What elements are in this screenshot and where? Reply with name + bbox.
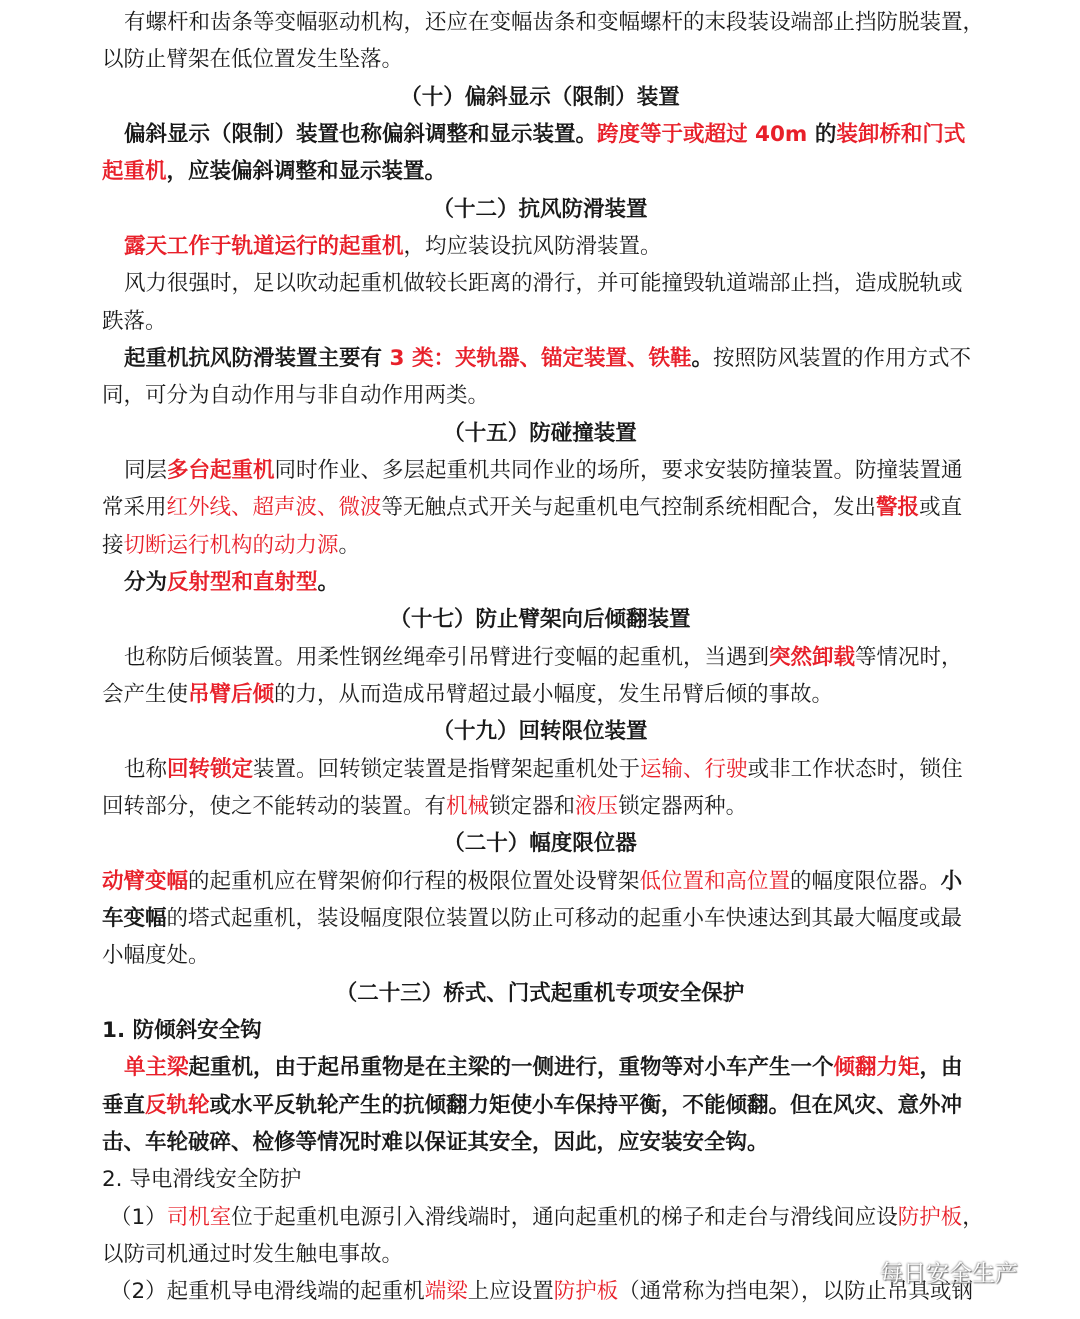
text-run: 的力，从而造成吊臂超过最小幅度，发生吊臂后倾的事故。 [274, 682, 834, 707]
text-run: 也称 [124, 757, 168, 782]
subsection-heading [102, 1161, 982, 1198]
highlight-run: 端梁 [424, 1279, 468, 1304]
section-heading [0, 825, 1080, 862]
text-run: ，应装偏斜调整和显示装置。 [166, 159, 447, 184]
text-run: 偏斜显示（限制）装置也称偏斜调整和显示装置。 [124, 122, 598, 147]
text-run: 分为 [124, 570, 168, 595]
body-line [124, 751, 1004, 788]
section-heading [0, 79, 1080, 116]
highlight-run: 突然卸载 [769, 645, 856, 670]
text-run: 也称防后倾装置。用柔性钢丝绳牵引吊臂进行变幅的起重机，当遇到 [124, 645, 770, 670]
body-line [102, 863, 982, 900]
body-line [102, 1124, 982, 1161]
highlight-run: 起重机 [102, 159, 167, 184]
body-line [110, 1199, 990, 1236]
highlight-run: 反射型和直射型 [167, 570, 318, 595]
wechat-icon [838, 1255, 872, 1294]
body-line [124, 1049, 1004, 1086]
text-run: 有螺杆和齿条等变幅驱动机构，还应在变幅齿条和变幅螺杆的末段装设端部止挡防脱装置， [124, 10, 985, 35]
text-run: 起重机，由于起吊重物是在主梁的一侧进行，重物等对小车产生一个 [188, 1055, 834, 1080]
text-run: 以防司机通过时发生触电事故。 [102, 1242, 404, 1267]
highlight-run: 装卸桥和门式 [836, 122, 966, 147]
highlight-run: 单主梁 [124, 1055, 189, 1080]
text-run: 同层 [124, 458, 168, 483]
heading-text: 1. 防倾斜安全钩 [102, 1018, 262, 1043]
text-run: ，均应装设抗风防滑装置。 [403, 234, 662, 259]
body-line [124, 228, 1004, 265]
body-line [102, 41, 982, 78]
highlight-run: 司机室 [166, 1205, 232, 1230]
section-heading [0, 415, 1080, 452]
text-run: 。 [691, 346, 713, 371]
text-run: （1） [110, 1205, 167, 1230]
highlight-run: 多台起重机 [167, 458, 275, 483]
text-run: 等无触点式开关与起重机电气控制系统相配合，发出 [381, 495, 877, 520]
section-heading [0, 713, 1080, 750]
highlight-run: 低位置和高位置 [639, 869, 791, 894]
text-run: ， [962, 1205, 984, 1230]
text-run: 同时作业、多层起重机共同作业的场所，要求安装防撞装置。防撞装置通 [274, 458, 963, 483]
highlight-run: 切断运行机构的动力源 [123, 533, 339, 558]
section-heading [0, 601, 1080, 638]
highlight-run: 警报 [876, 495, 920, 520]
text-run: 上应设置 [467, 1279, 554, 1304]
body-line [102, 937, 982, 974]
text-run: （2）起重机导电滑线端的起重机 [110, 1279, 425, 1304]
highlight-run: 防护板 [553, 1279, 619, 1304]
text-run: （通常称为挡电架），以防止吊具或钢 [618, 1279, 973, 1304]
highlight-run: 倾翻力矩 [833, 1055, 920, 1080]
text-run: 跌落。 [102, 309, 167, 334]
section-heading [0, 191, 1080, 228]
text-run: 锁定器两种。 [618, 794, 748, 819]
text-run: 垂直 [102, 1093, 146, 1118]
text-run: 锁定器和 [489, 794, 576, 819]
highlight-run: 露天工作于轨道运行的起重机 [124, 234, 404, 259]
text-run: 位于起重机电源引入滑线端时，通向起重机的梯子和走台与滑线间应设 [231, 1205, 898, 1230]
text-run: 以防止臂架在低位置发生坠落。 [102, 47, 404, 72]
heading-text: 2. 导电滑线安全防护 [102, 1167, 302, 1192]
text-run: 。 [338, 533, 361, 558]
text-run: 的幅度限位器。 [790, 869, 941, 894]
text-run: ，由 [919, 1055, 963, 1080]
body-line [102, 788, 982, 825]
highlight-run: 吊臂后倾 [188, 682, 275, 707]
body-line [124, 340, 1004, 377]
body-line [102, 676, 982, 713]
highlight-run: 回转锁定 [167, 757, 254, 782]
text-run: 或水平反轨轮产生的抗倾翻力矩使小车保持平衡，不能倾翻。但在风灾、意外冲 [209, 1093, 963, 1118]
body-line [102, 1087, 982, 1124]
highlight-run: 液压 [575, 794, 619, 819]
highlight-run: 跨度等于或超过 40m [597, 122, 808, 147]
body-line [102, 153, 982, 190]
text-run: 接 [102, 533, 124, 558]
text-run: 的起重机应在臂架俯仰行程的极限位置处设臂架 [188, 869, 640, 894]
text-run: 装置。回转锁定装置是指臂架起重机处于 [253, 757, 641, 782]
text-run: 常采用 [102, 495, 167, 520]
text-run: 的 [807, 122, 837, 147]
body-line [124, 452, 1004, 489]
body-line [124, 564, 1004, 601]
text-run: 小 [940, 869, 963, 894]
heading-text: （二十三）桥式、门式起重机专项安全保护 [335, 981, 745, 1006]
body-line [102, 303, 982, 340]
text-run: 回转部分，使之不能转动的装置。有 [102, 794, 447, 819]
watermark [838, 1256, 1068, 1292]
highlight-run: 3 类：夹轨器、锚定装置、铁鞋 [389, 346, 692, 371]
body-line [124, 4, 1004, 41]
highlight-run: 动臂变幅 [102, 869, 189, 894]
highlight-run: 红外线、超声波、微波 [166, 495, 382, 520]
heading-text: （十）偏斜显示（限制）装置 [400, 85, 680, 110]
text-run: 。 [317, 570, 340, 595]
text-run: 风力很强时，足以吹动起重机做较长距离的滑行，并可能撞毁轨道端部止挡，造成脱轨或 [124, 271, 963, 296]
highlight-run: 防护板 [897, 1205, 963, 1230]
text-run: 或非工作状态时，锁住 [747, 757, 963, 782]
text-run: 或直 [919, 495, 963, 520]
highlight-run: 反轨轮 [145, 1093, 210, 1118]
body-line [124, 265, 1004, 302]
text-run: 等情况时， [855, 645, 963, 670]
heading-text: （十二）抗风防滑装置 [432, 197, 648, 222]
heading-text: （十九）回转限位装置 [432, 719, 648, 744]
text-run: 会产生使 [102, 682, 189, 707]
text-run: 起重机抗风防滑装置主要有 [124, 346, 390, 371]
text-run: 同，可分为自动作用与非自动作用两类。 [102, 383, 490, 408]
watermark-text: 每日安全生产 [880, 1261, 1018, 1287]
body-line [102, 900, 982, 937]
subsection-heading [102, 1012, 982, 1049]
heading-text: （十七）防止臂架向后倾翻装置 [389, 607, 691, 632]
heading-text: （十五）防碰撞装置 [443, 421, 637, 446]
section-heading [0, 975, 1080, 1012]
text-run: 按照防风装置的作用方式不 [712, 346, 971, 371]
body-line [102, 489, 982, 526]
text-run: 的塔式起重机，装设幅度限位装置以防止可移动的起重小车快速达到其最大幅度或最 [166, 906, 963, 931]
body-line [124, 639, 1004, 676]
text-run: 车变幅 [102, 906, 167, 931]
body-line [102, 377, 982, 414]
highlight-run: 机械 [446, 794, 490, 819]
body-line [102, 527, 982, 564]
text-run: 击、车轮破碎、检修等情况时难以保证其安全，因此，应安装安全钩。 [102, 1130, 769, 1155]
highlight-run: 运输、行驶 [640, 757, 748, 782]
body-line [124, 116, 1004, 153]
heading-text: （二十）幅度限位器 [443, 831, 637, 856]
text-run: 小幅度处。 [102, 943, 210, 968]
